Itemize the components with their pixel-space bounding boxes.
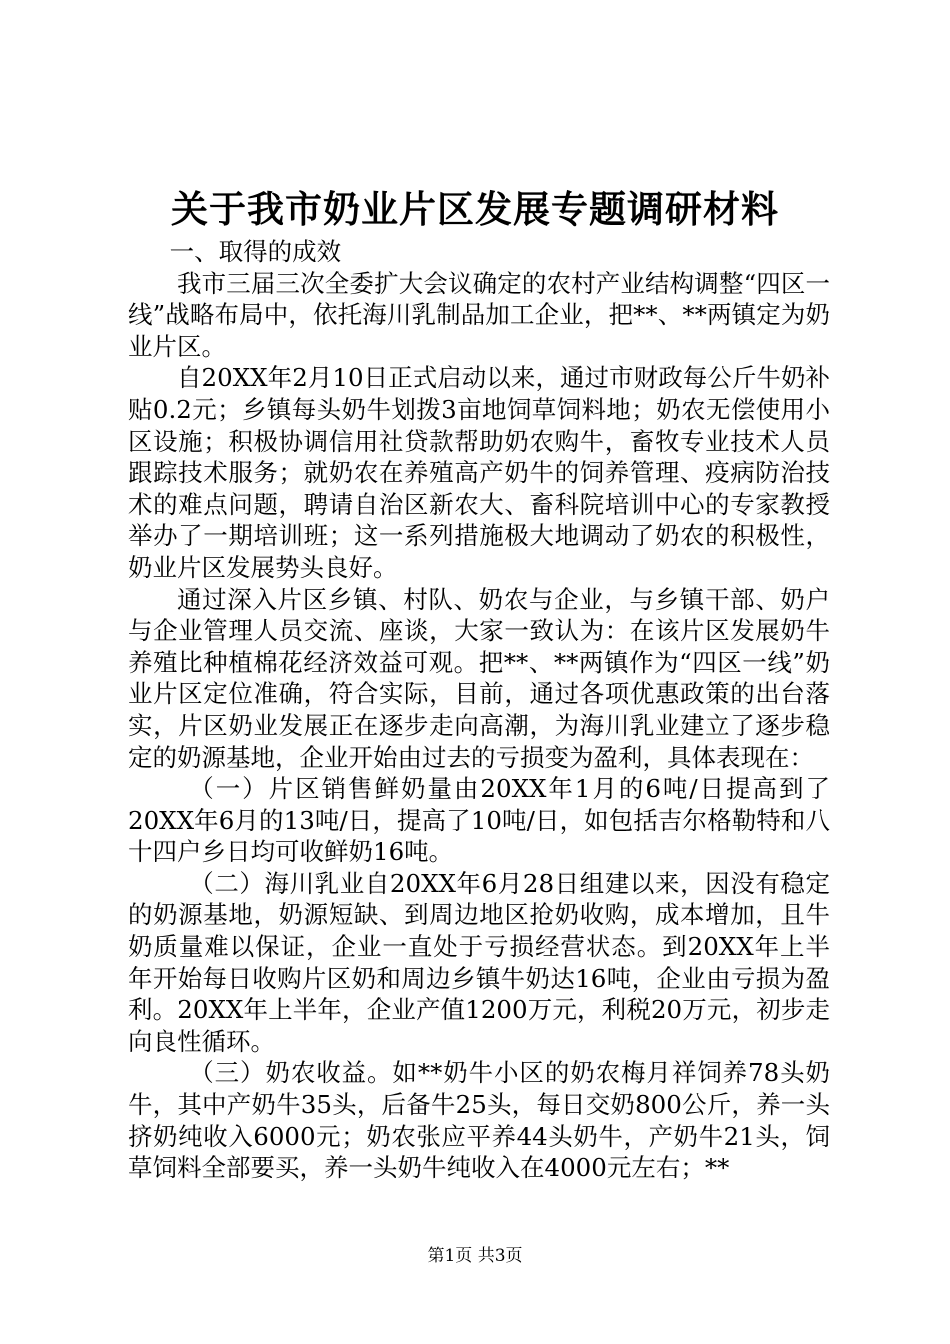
document-body bbox=[128, 236, 830, 1184]
document-title: 关于我市奶业片区发展专题调研材料 bbox=[171, 188, 779, 231]
paragraph: 通过深入片区乡镇、村队、奶农与企业，与乡镇干部、奶户与企业管理人员交流、座谈，大家一致认为：在该片区发展奶牛养殖比种植棉花经济效益可观。把**、**两镇作为“四区一线”奶业片区定位准确，符合实际，目前，通过各项优惠政策的出台落实，片区奶业发展正在逐步走向高潮，为海川乳业建立了逐步稳定的奶源基地，企业开始由过去的亏损变为盈利，具体表现在： bbox=[128, 584, 830, 772]
sub-item: （二）海川乳业自20XX年6月28日组建以来，因没有稳定的奶源基地，奶源短缺、到周边地区抢奶收购，成本增加，且牛奶质量难以保证，企业一直处于亏损经营状态。到20XX年上半年开始每日收购片区奶和周边乡镇牛奶达16吨，企业由亏损为盈利。20XX年上半年，企业产值1200万元，利税20万元，初步走向良性循环。 bbox=[128, 868, 830, 1056]
paragraph: 我市三届三次全委扩大会议确定的农村产业结构调整“四区一线”战略布局中，依托海川乳制品加工企业，把**、**两镇定为奶业片区。 bbox=[128, 268, 830, 361]
page-footer: 第1页 共3页 bbox=[427, 1246, 523, 1266]
sub-item: （一）片区销售鲜奶量由20XX年1月的6吨/日提高到了20XX年6月的13吨/日，提高了10吨/日，如包括吉尔格勒特和八十四户乡日均可收鲜奶16吨。 bbox=[128, 774, 830, 867]
sub-item: （三）奶农收益。如**奶牛小区的奶农梅月祥饲养78头奶牛，其中产奶牛35头，后备牛25头，每日交奶800公斤，养一头挤奶纯收入6000元；奶农张应平养44头奶牛，产奶牛21头，饲草饲料全部要买，养一头奶牛纯收入在4000元左右；** bbox=[128, 1058, 830, 1183]
paragraph: 自20XX年2月10日正式启动以来，通过市财政每公斤牛奶补贴0.2元；乡镇每头奶牛划拨3亩地饲草饲料地；奶农无偿使用小区设施；积极协调信用社贷款帮助奶农购牛，畜牧专业技术人员跟踪技术服务；就奶农在养殖高产奶牛的饲养管理、疫病防治技术的难点问题，聘请自治区新农大、畜科院培训中心的专家教授举办了一期培训班；这一系列措施极大地调动了奶农的积极性，奶业片区发展势头良好。 bbox=[128, 363, 830, 582]
section-heading: 一、取得的成效 bbox=[169, 237, 342, 266]
